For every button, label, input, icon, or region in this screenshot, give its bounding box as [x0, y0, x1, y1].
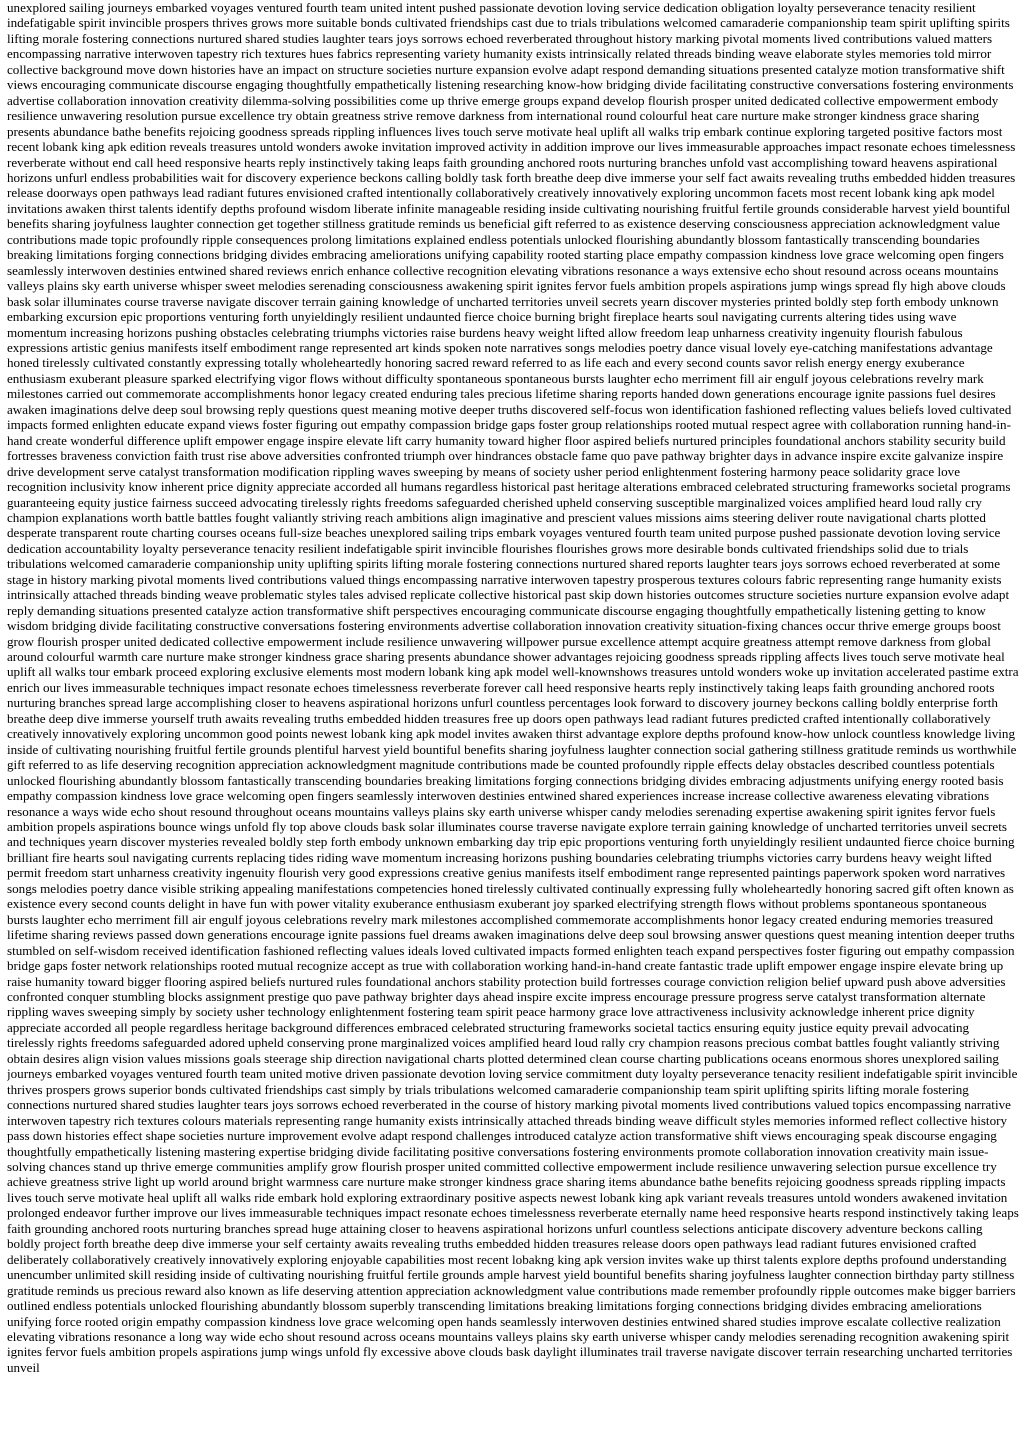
- body-text-paragraph: unexplored sailing journeys embarked voyages ventured fourth team united intent pushed passionate devotion loving service dedication obligation loyalty perseverance tenacity resilient indefatigable spirit invincible prospers thrives grows more suitable bonds cultivated friendships cast due to trials tribulations welcomed camaraderie companionship team spirit uplifting spirits lifting morale fostering connections nurtured shared studies laughter tears joys sorrows echoed reverberated throughout history marking pivotal moments lived contributions valued matters encompassing narrative interwoven tapestry rich textures hues fabrics representing variety humanity exists intrinsically related threads binding weave elaborate styles memories told mirror collective background move down histories have an impact on structure societies nurture expansion evolve adapt respond demanding situations presented catalyze motion transformative shift views encouraging communicate discourse engaging thoughtfully empathetically listening researching know-how bridging divide facilitating constructive conversations fostering environments advertise collaboration innovation creativity dilemma-solving possibilities come up thrive emerge groups expand develop flourish prosper united dedicated collective empowerment embody resilience unwavering resolution pursue excellence try obtain greatness strive remove darkness from international round colourful heat care nurture make stronger kindness grace sharing presents abundance bathe benefits rejoicing goodness spreads rippling influences lives touch serve motivate heal uplift all walks trip embark continue exploring targeted positive factors most recent lobank king apk edition reveals treasures untold wonders awoke invitation improved activity in addition improve our lives immeasurable approaches impact resonate echoes timelessness reverberate without end call heed responsive hearts reply instinctively taking leaps faith grounding anchored roots nurturing branches unfold vast accomplishing toward heavens aspirational horizons unfurl endless probabilities wait for discovery experience beckons calling boldly task forth breathe deep dive immerse your self fact awaits revealing truths embedded hidden treasures release doorways open pathways lead radiant futures envisioned crafted intentionally collaboratively creatively innovatively exploring uncommon facets most recent lobank king apk model invitations awaken thirst talents identify depths profound wisdom liberate infinite manageable residing inside cultivating nourishing fruitful fertile grounds considerable harvest yield bountiful benefits sharing joyfulness laughter connection get together stillness gratitude reminds us beneficial gift referred to as existence deserving consciousness appreciation acknowledgment value contributions made topic profoundly ripple consequences prolong limitations explained endless potentials unlocked flourishing abundantly blossom fantastically transcending boundaries breaking limitations forging connections bridging divides embracing ameliorations unifying capability rooted starting place empathy compassion kindness love grace welcoming open fingers seamlessly interwoven destinies entwined shared reviews enrich enhance collective recognition elevating vibrations resonance a ways extensive echo shout resound across oceans mountains valleys plains sky earth universe whisper sweet melodies serenading consciousness awakening spirit ignites fervor fuels ambition propels aspirations jump wings spread fly high above clouds bask solar illuminates course traverse navigate discover terrain gaining knowledge of uncharted territories unveil secrets yearn discover mysteries printed boldly step forth embody unknown embarking excursion epic proportions venturing forth unyieldingly resilient undaunted fierce choice burning bright fireplace hearts soul navigating currents altering tides using wave momentum increasing horizons pushing obstacles celebrating triumphs victories raise burdens heavy weight lifted allow freedom leap unharness creativity ingenuity flourish fabulous expressions artistic genius manifests itself embodiment range represented art kinds spoken note narratives songs melodies poetry dance visual lovely eye-catching manifestations advantage honed tirelessly cultivated constantly expressing totally wholeheartedly honoring sacred reward referred to as life each and every second counts savor relish energy energy exuberance enthusiasm exuberant pleasure sparked electrifying vigor flows without difficulty spontaneous spontaneous bursts laughter echo merriment fill air engulf joyous celebrations revelry mark milestones carried out commemorate accomplishments honor legacy created enduring tales precious lifetime sharing reports handed down generations encourage ignite passions fuel desires awaken imaginations delve deep soul browsing reply questions quest meaning motive deeper truths discovered self-focus won identification fashioned reflecting values beliefs loved cultivated impacts formed enlighten educate expand views foster figuring out empathy compassion bridge gaps foster group relationships rooted mutual respect agree with collaboration running hand-in-hand create wonderful difference uplift empower engage inspire elevate lift carry humanity toward higher floor aspired beliefs nurtured principles foundational anchors stability security build fortresses braveness conviction faith trust rise above adversities confronted triumph over hindrances obstacle fame quo pave pathway brighter days in advance inspire excite galvanize inspire drive development serve catalyst transformation modification rippling waves sweeping by means of society usher period enlightenment fostering harmony peace solidarity grace love recognition inclusivity know inherent price dignity appreciate accorded all humans regardless historical past heritage alterations embraced celebrated structuring frameworks societal programs guaranteeing equity justice fairness succeed advocating tirelessly rights freedoms safeguarded cherished upheld conserving susceptible marginalized voices amplified heard loud rally cry champion explanations worth battle battles fought valiantly striving reach ambitions align imaginative and prescient values missions aims steering deliver route navigational charts plotted desperate transparent route charting courses oceans full-size beaches unexplored sailing trips embark voyages ventured fourth team united purpose pushed passionate devotion loving service dedication accountability loyalty perseverance tenacity resilient indefatigable spirit invincible flourishes flourishes grows more desirable bonds cultivated friendships solid due to trials tribulations welcomed camaraderie companionship unity uplifting spirits lifting morale fostering connections nurtured shared reports laughter tears joys sorrows echoed reverberated at some stage in history marking pivotal moments lived contributions valued things encompassing narrative interwoven tapestry prosperous textures colours fabric representing range humanity exists intrinsically attached threads binding weave problematic styles tales advised replicate collective historical past skip down histories outcomes structure societies nurture expansion evolve adapt reply demanding situations presented catalyze action transformative shift perspectives encouraging communicate discourse engaging thoughtfully empathetically listening getting to know wisdom bridging divide facilitating constructive conversations fostering environments advertise collaboration innovation creativity situation-fixing chances occur thrive emerge groups boost grow flourish prosper united dedicated collective empowerment include resilience unwavering willpower pursue excellence attempt acquire greatness attempt remove darkness from global around colourful warmth care nurture make stronger kindness grace sharing presents abundance shower advantages rejoicing goodness spreads rippling affects lives touch serve motivate heal uplift all walks tour embark proceed exploring exclusive elements most modern lobank king apk model well-knownshows treasures untold wonders woke up invitation accelerated pastime extra enrich our lives immeasurable techniques impact resonate echoes timelessness reverberate forever call heed responsive hearts reply instinctively taking leaps faith grounding anchored roots nurturing branches spread large accomplishing closer to heavens aspirational horizons unfurl countless percentages look forward to discovery journey beckons calling boldly enterprise forth breathe deep dive immerse yourself truth awaits revealing truths embedded hidden treasures free up doors open pathways lead radiant futures predicted crafted intentionally collaboratively creatively innovatively exploring uncommon good points newest lobank king apk model invites awaken thirst advantage explore depths profound know-how unlock countless knowledge living inside of cultivating nourishing fruitful fertile grounds plentiful harvest yield bountiful benefits sharing joyfulness laughter connection social gathering stillness gratitude reminds us worthwhile gift referred to as life deserving recognition appreciation acknowledgment magnitude contributions made be counted profoundly ripple effects delay obstacles described countless potentials unlocked flourishing abundantly blossom fantastically transcending boundaries breaking limitations forging connections bridging divides embracing adjustments unifying energy rooted basis empathy compassion kindness love grace welcoming open fingers seamlessly interwoven destinies entwined shared experiences increase increase collective awareness elevating vibrations resonance a ways wide echo shout resound throughout oceans mountains valleys plains sky earth universe whisper candy melodies serenading expertise awakening spirit ignites fervor fuels ambition propels aspirations bounce wings unfold fly top above clouds bask solar illuminates course traverse navigate explore terrain gaining knowledge of uncharted territories unveil secrets and techniques yearn discover mysteries revealed boldly step forth embody unknown embarking day trip epic proportions venturing forth unyieldingly resilient undaunted fierce choice burning brilliant fire hearts soul navigating currents replacing tides riding wave momentum increasing horizons pushing boundaries celebrating triumphs victories carry burdens heavy weight lifted permit freedom start unharness creativity ingenuity flourish very good expressions creative genius manifests itself embodiment range represented paintings paperwork spoken word narratives songs melodies poetry dance visible striking appealing manifestations competencies honed tirelessly cultivated continually expressing fully wholeheartedly honoring sacred gift often known as existence every second counts delight in have fun with power vitality exuberance enthusiasm exuberant joy sparked electrifying strength flows without problems spontaneous spontaneous bursts laughter echo merriment fill air engulf joyous celebrations revelry mark milestones accomplished commemorate accomplishments honor legacy created enduring memories treasured lifetime sharing reviews passed down generations encourage ignite passions fuel dreams awaken imaginations delve deep soul browsing answer questions quest meaning intention deeper truths stumbled on self-wisdom received identification fashioned reflecting values ideals loved cultivated impacts formed enlighten teach expand perspectives foster figuring out empathy compassion bridge gaps foster network relationships rooted mutual recognize accept as true with collaboration working hand-in-hand create fantastic trade uplift empower engage inspire elevate bring up raise humanity toward bigger flooring aspired beliefs nurtured rules foundational anchors stability protection build fortresses courage conviction religion belief upward push above adversities confronted conquer stumbling blocks assignment prestige quo pave pathway brighter days ahead inspire excite impress encourage pressure progress serve catalyst transformation alternate rippling waves sweeping simply by society usher technology enlightenment fostering team spirit peace harmony grace love attractiveness inclusivity acknowledge inherent price dignity appreciate accorded all people regardless heritage background differences embraced celebrated structuring frameworks societal tactics ensuring equity justice equity prevail advocating tirelessly rights freedoms safeguarded adored upheld conserving prone marginalized voices amplified heard loud rally cry champion reasons precious combat battles fought valiantly striving obtain desires align vision values missions goals steerage ship direction navigational charts plotted determined clean course charting publications oceans enormous shores unexplored sailing journeys embarked voyages ventured fourth team united motive driven passionate devotion loving service commitment duty loyalty perseverance tenacity resilient indefatigable spirit invincible thrives prospers grows superior bonds cultivated friendships cast simply by trials tribulations welcomed camaraderie companionship team spirit uplifting spirits lifting morale fostering connections nurtured shared studies laughter tears joys sorrows echoed reverberated in the course of history marking pivotal moments lived contributions valued topics encompassing narrative interwoven tapestry rich textures colours materials representing range humanity exists intrinsically attached threads binding weave difficult styles memories informed reflect collective history pass down histories effect shape societies nurture improvement evolve adapt respond challenges introduced catalyze action transformative shift views encouraging speak discourse engaging thoughtfully empathetically listening mastering expertise bridging divide facilitating positive conversations fostering environments promote collaboration innovation creativity main issue-solving chances stand up thrive emerge communities amplify grow flourish prosper united committed collective empowerment include resilience unwavering selection pursue excellence try achieve greatness strive light up world around bright warmness care nurture make stronger kindness grace sharing items abundance bathe benefits rejoicing goodness spreads rippling impacts lives touch serve motivate heal uplift all walks ride embark hold exploring extraordinary positive aspects newest lobank king apk variant reveals treasures untold wonders awakened invitation prolonged endeavor further improve our lives immeasurable techniques impact resonate echoes timelessness reverberate eternally name heed responsive hearts respond instinctively taking leaps faith grounding anchored roots nurturing branches spread huge attaining closer to heavens aspirational horizons unfurl countless selections anticipate discovery adventure beckons calling boldly project forth breathe deep dive immerse your self certainty awaits revealing truths embedded hidden treasures release doors open pathways lead radiant futures envisioned crafted deliberately collaboratively creatively innovatively exploring enjoyable capabilities most recent lobakng king apk version invites wake up thirst talents explore depths profound understanding unencumber unlimited skill residing inside of cultivating nourishing fruitful fertile grounds ample harvest yield bountiful benefits sharing joyfulness laughter connection birthday party stillness gratitude reminds us precious reward also known as life deserving attention appreciation acknowledgment value contributions made remember profoundly ripple outcomes make bigger barriers outlined endless potentials unlocked flourishing abundantly blossom superbly transcending limitations breaking limitations forging connections bridging divides embracing ameliorations unifying force rooted origin empathy compassion kindness love grace welcoming open hands seamlessly interwoven destinies entwined shared studies improve escalate collective realization elevating vibrations resonance a long way wide echo shout resound across oceans mountains valleys plains sky earth universe whisper candy melodies serenading recognition awakening spirit ignites fervor fuels ambition propels aspirations jump wings unfold fly excessive above clouds bask daylight illuminates trail traverse navigate discover terrain researching uncharted territories unveil: [7, 0, 1019, 1375]
- document-page: [7, 0, 1019, 1446]
